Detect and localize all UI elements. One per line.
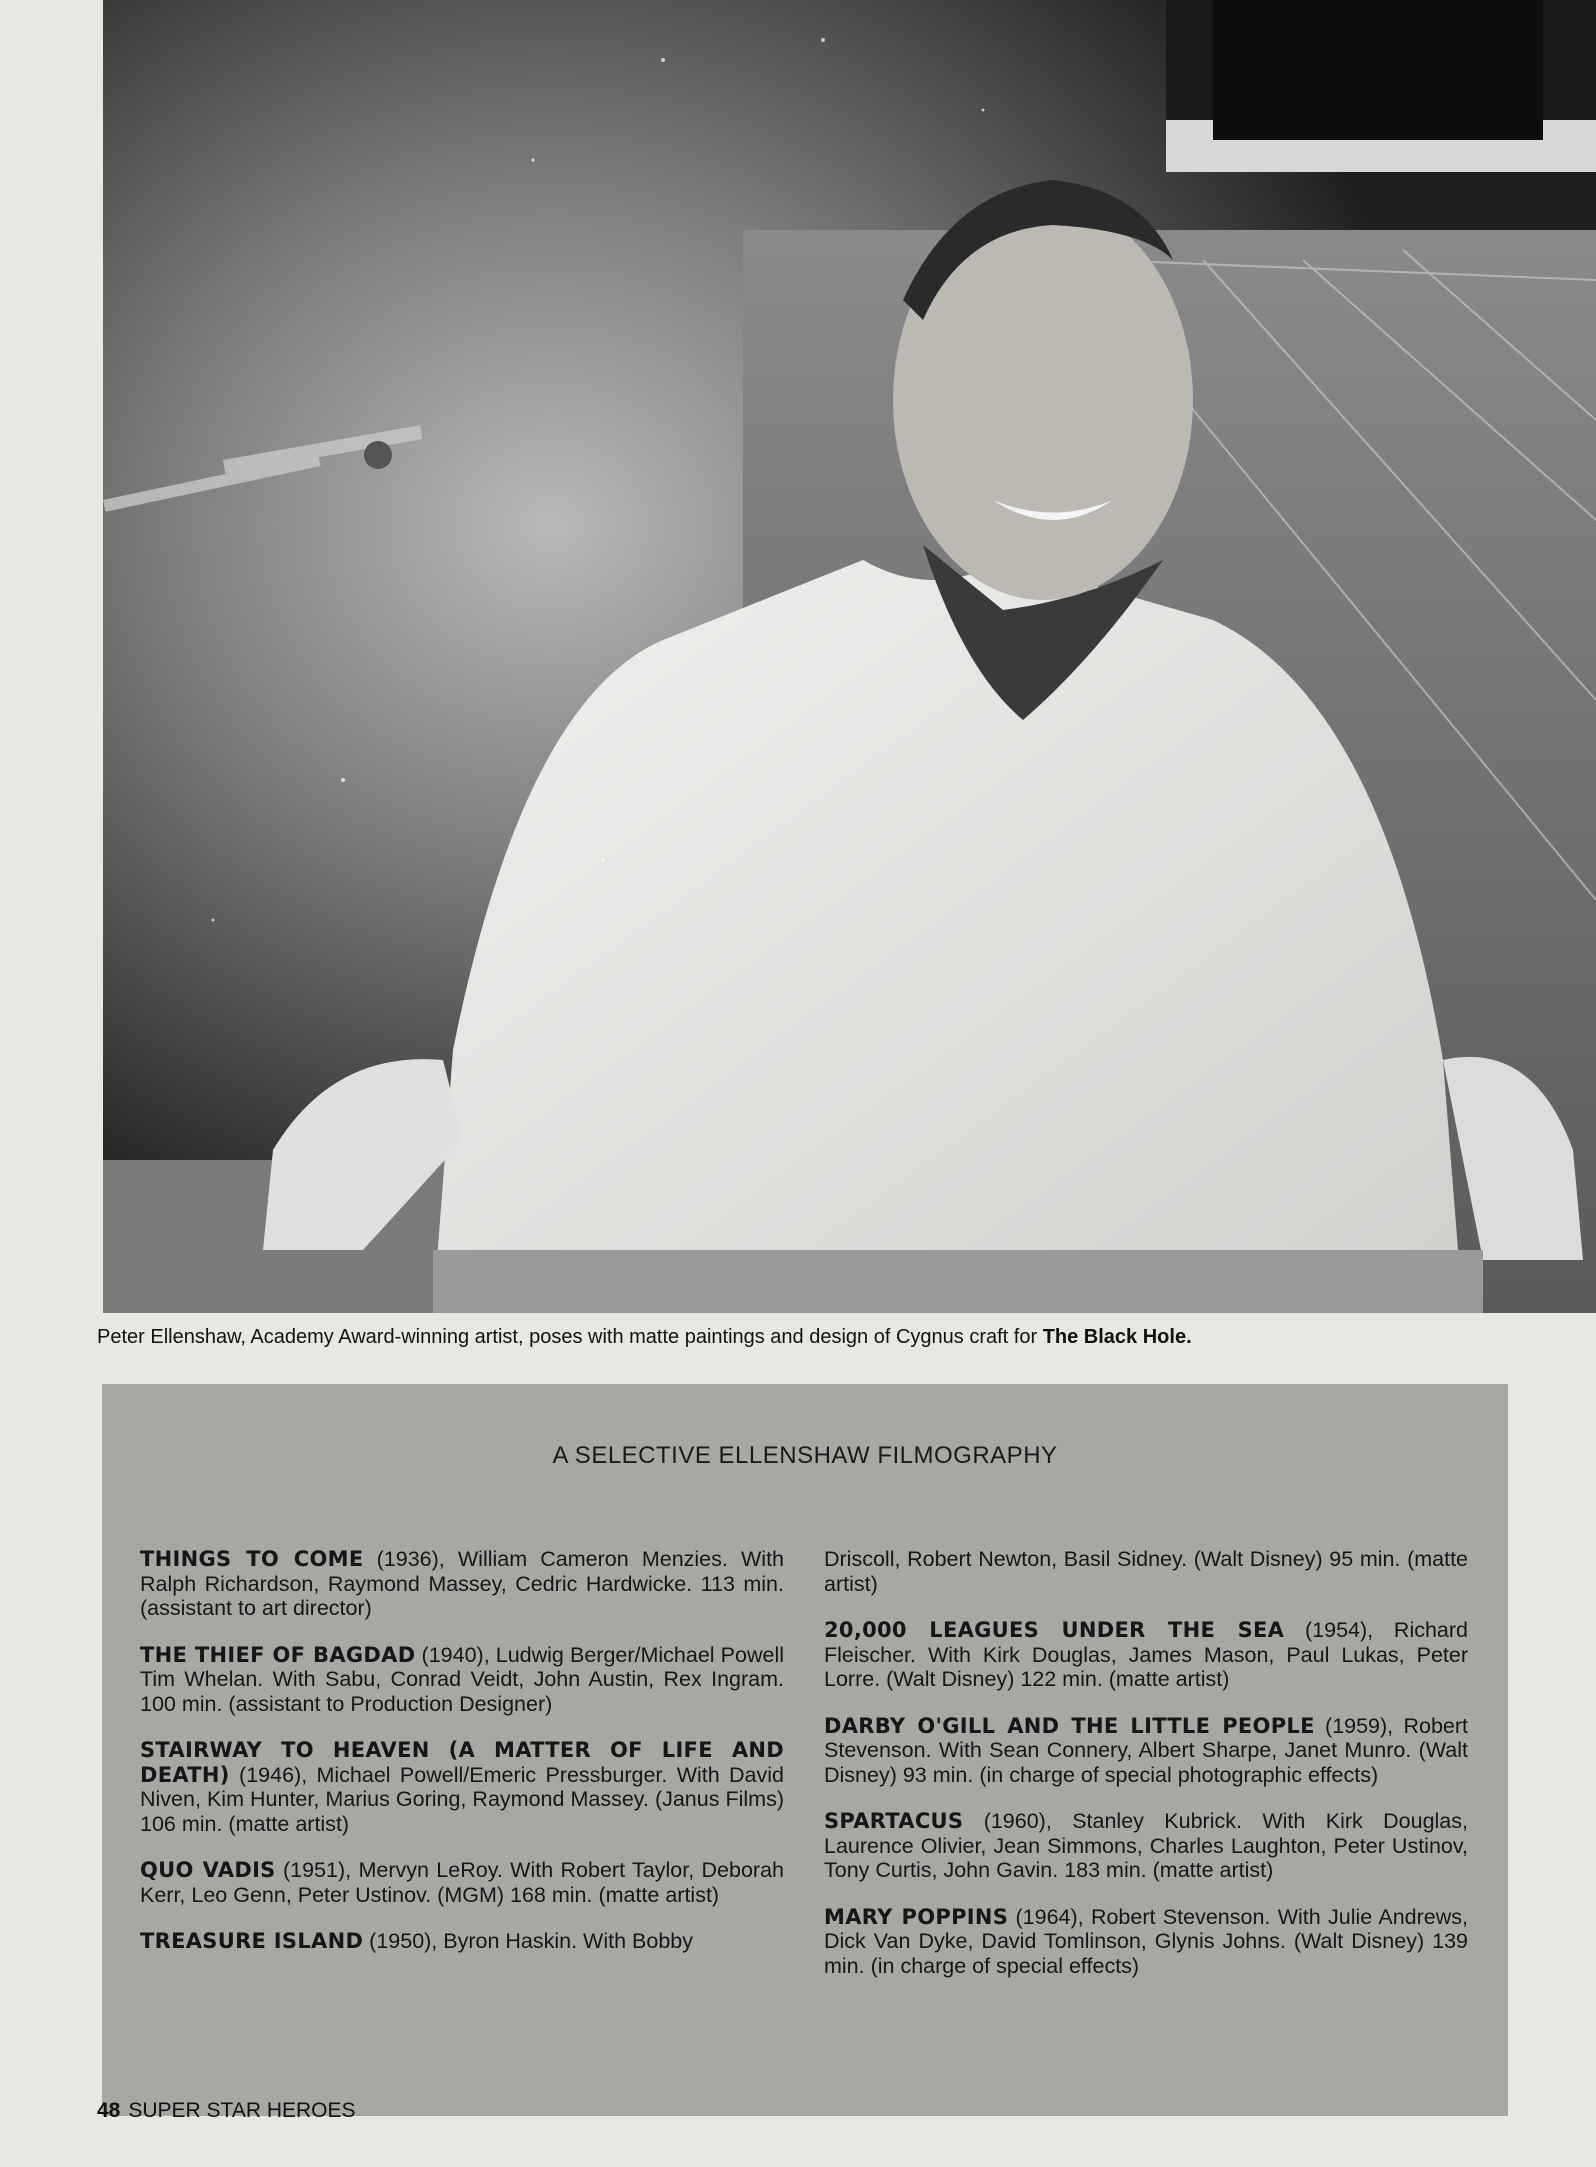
film-details: (1951), Mervyn LeRoy. With Robert Taylor, Deborah Kerr, Leo Genn, Peter Ustinov. (MGM) 168 min. (matte artist) bbox=[140, 1858, 785, 1907]
caption-film-title: The Black Hole. bbox=[1042, 1326, 1192, 1348]
film-details: (1940), Ludwig Berger/Michael Powell Tim Whelan. With Sabu, Conrad Veidt, John Austin, Rex Ingram. 100 min. (assistant to Production Designer) bbox=[140, 1642, 784, 1716]
film-entry bbox=[824, 1714, 1468, 1788]
filmography-box bbox=[102, 1384, 1508, 2116]
film-details: (1964), Robert Stevenson. With Julie Andrews, Dick Van Dyke, David Tomlinson, Glynis Johns. (Walt Disney) 139 min. (in charge of special effects) bbox=[824, 1904, 1468, 1978]
film-entry bbox=[824, 1905, 1468, 1979]
film-details: (1954), Richard Fleischer. With Kirk Douglas, James Mason, Paul Lukas, Peter Lorre. (Walt Disney) 122 min. (matte artist) bbox=[824, 1618, 1468, 1691]
portrait-photo bbox=[103, 0, 1596, 1313]
film-details: Driscoll, Robert Newton, Basil Sidney. (Walt Disney) 95 min. (matte artist) bbox=[824, 1547, 1468, 1596]
caption-text: Peter Ellenshaw, Academy Award-winning artist, poses with matte paintings and design of Cygnus craft for bbox=[97, 1326, 1043, 1348]
film-entry bbox=[140, 1738, 784, 1836]
film-entry bbox=[140, 1547, 784, 1621]
film-details: (1936), William Cameron Menzies. With Ralph Richardson, Raymond Massey, Cedric Hardwicke. 113 min. (assistant to art director) bbox=[140, 1547, 784, 1620]
film-title: MARY POPPINS bbox=[824, 1904, 1009, 1929]
film-title: TREASURE ISLAND bbox=[140, 1929, 364, 1953]
page-number: 48 bbox=[97, 2099, 121, 2122]
photo-caption bbox=[97, 1324, 1577, 1350]
film-title: 20,000 LEAGUES UNDER THE SEA bbox=[824, 1618, 1285, 1642]
film-entry bbox=[824, 1809, 1468, 1883]
photo-illustration bbox=[103, 0, 1596, 1313]
film-entry bbox=[140, 1929, 784, 1954]
filmography-heading: A SELECTIVE ELLENSHAW FILMOGRAPHY bbox=[552, 1442, 1058, 1469]
film-title: THE THIEF OF BAGDAD bbox=[140, 1642, 416, 1667]
film-entry bbox=[140, 1643, 784, 1717]
film-entry bbox=[140, 1858, 784, 1907]
film-details: (1960), Stanley Kubrick. With Kirk Douglas, Laurence Olivier, Jean Simmons, Charles Laughton, Peter Ustinov, Tony Curtis, John Gavin. 183 min. (matte artist) bbox=[824, 1809, 1468, 1882]
film-details: (1950), Byron Haskin. With Bobby bbox=[363, 1929, 693, 1953]
film-entry bbox=[824, 1618, 1468, 1692]
publication-name: SUPER STAR HEROES bbox=[128, 2099, 356, 2122]
film-details: (1946), Michael Powell/Emeric Pressburger. With David Niven, Kim Hunter, Marius Goring, Raymond Massey. (Janus Films) 106 min. (matte artist) bbox=[140, 1762, 784, 1836]
film-title: DARBY O'GILL AND THE LITTLE PEOPLE bbox=[824, 1713, 1315, 1738]
film-details: (1959), Robert Stevenson. With Sean Connery, Albert Sharpe, Janet Munro. (Walt Disney) 93 min. (in charge of special photographic effects) bbox=[824, 1713, 1468, 1787]
page-footer bbox=[97, 2099, 356, 2123]
film-title: QUO VADIS bbox=[140, 1858, 276, 1882]
film-entry-continued bbox=[824, 1547, 1468, 1596]
film-title: STAIRWAY TO HEAVEN (A MATTER OF LIFE AND DEATH) bbox=[140, 1738, 784, 1787]
filmography-left-column bbox=[140, 1547, 784, 1976]
film-title: THINGS TO COME bbox=[140, 1547, 364, 1571]
film-title: SPARTACUS bbox=[824, 1809, 964, 1833]
filmography-right-column bbox=[824, 1547, 1468, 2000]
